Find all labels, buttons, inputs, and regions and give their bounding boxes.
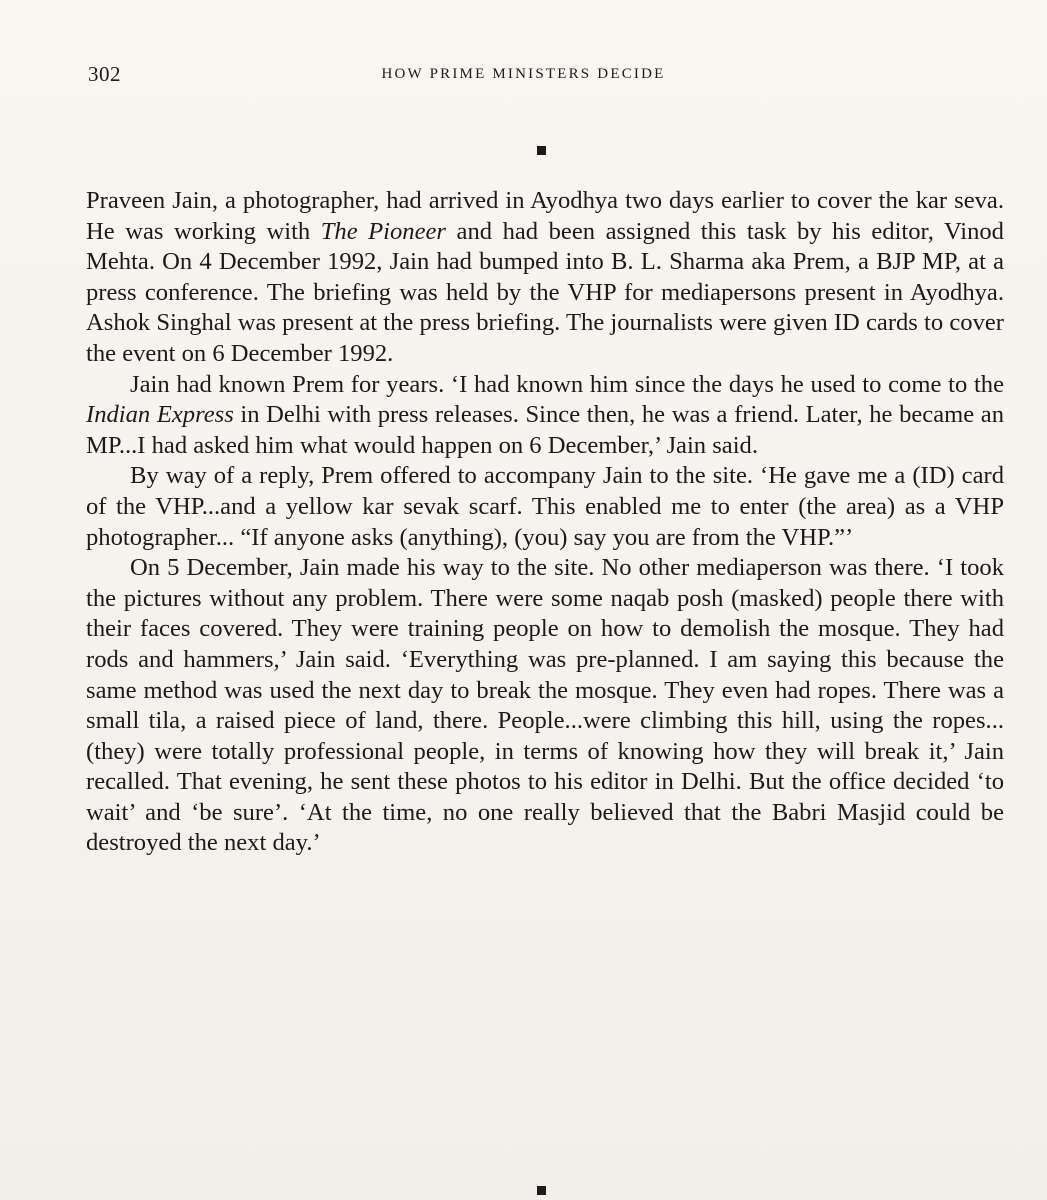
page-number: 302 <box>88 62 121 86</box>
page-header <box>88 62 959 92</box>
paragraph-1-text-a: Praveen Jain, a photographer, had arrived in Ayodhya two days earlier to cover the kar seva. He was working with <box>86 187 1004 245</box>
paragraph-2-italic-title: Indian Express <box>86 401 234 429</box>
paragraph-2 <box>86 370 1004 462</box>
paragraph-3: By way of a reply, Prem offered to accompany Jain to the site. ‘He gave me a (ID) card of the VHP...and a yellow kar sevak scarf. This enabled me to enter (the area) as a VHP photographer... “If anyone asks (anything), (you) say you are from the VHP.”’ <box>86 462 1004 551</box>
section-break-ornament-bottom <box>537 1186 546 1195</box>
running-title: HOW PRIME MINISTERS DECIDE <box>381 66 666 82</box>
body-text <box>86 186 1004 859</box>
paragraph-2-text-a: Jain had known Prem for years. ‘I had known him since the days he used to come to the <box>130 370 1004 398</box>
paragraph-1-text-b: and had been assigned this task by his editor, Vinod Mehta. On 4 December 1992, Jain had bumped into B. L. Sharma aka Prem, a BJP MP, at a press conference. The briefing was held by the VHP for mediapersons present in Ayodhya. Ashok Singhal was present at the press briefing. The journalists were given ID cards to cover the event on 6 December 1992. <box>86 217 1004 367</box>
paragraph-1 <box>86 186 1004 370</box>
paragraph-1-italic-title: The Pioneer <box>320 217 447 245</box>
section-break-ornament-top <box>537 146 546 155</box>
paragraph-2-text-b: in Delhi with press releases. Since then, he was a friend. Later, he became an MP...I had asked him what would happen on 6 December,’ Jain said. <box>86 401 1004 459</box>
paragraph-4: On 5 December, Jain made his way to the site. No other mediaperson was there. ‘I took the pictures without any problem. There were some naqab posh (masked) people there with their faces covered. They were training people on how to demolish the mosque. They had rods and hammers,’ Jain said. ‘Everything was pre-planned. I am saying this because the same method was used the next day to break the mosque. They even had ropes. There was a small tila, a raised piece of land, there. People...were climbing this hill, using the ropes...(they) were totally professional people, in terms of knowing how they will break it,’ Jain recalled. That evening, he sent these photos to his editor in Delhi. But the office decided ‘to wait’ and ‘be sure’. ‘At the time, no one really believed that the Babri Masjid could be destroyed the next day.’ <box>86 554 1004 857</box>
